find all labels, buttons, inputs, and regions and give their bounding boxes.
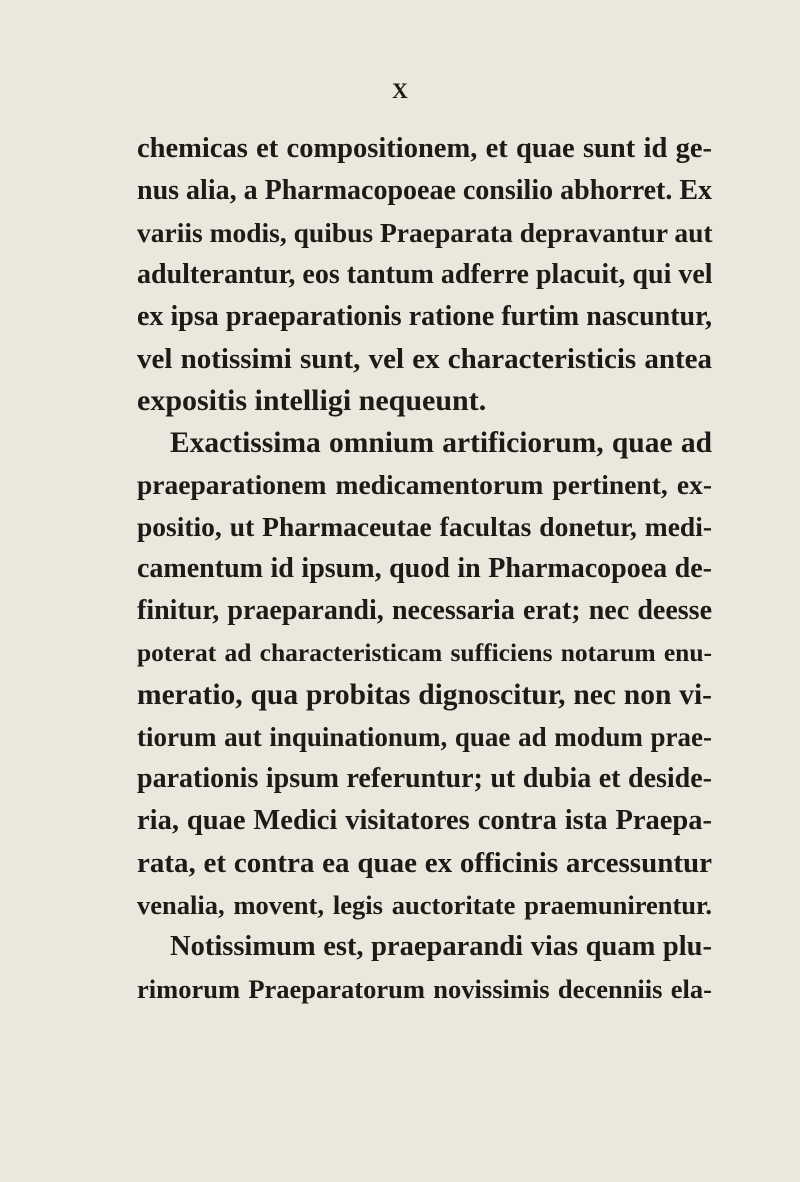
text-line: positio, ut Pharmaceutae facultas donetur, medi- [137,511,712,542]
text-line: rata, et contra ea quae ex officinis arcessuntur [137,847,712,879]
text-line: vel notissimi sunt, vel ex characteristicis antea [137,343,712,375]
text-line: adulterantur, eos tantum adferre placuit, qui vel [137,259,713,290]
text-line: meratio, qua probitas dignoscitur, nec non vi- [137,679,712,711]
text-line: ex ipsa praeparationis ratione furtim nascuntur, [137,301,712,332]
page-number: X [392,78,408,103]
text-line: expositis intelligi nequeunt. [137,384,487,417]
text-line: Exactissima omnium artificiorum, quae ad [170,427,712,459]
text-line: venalia, movent, legis auctoritate praemunirentur. [137,890,712,920]
text-line: tiorum aut inquinationum, quae ad modum prae- [137,722,712,752]
text-line: Notissimum est, praeparandi vias quam plu- [170,931,712,962]
text-line: finitur, praeparandi, necessaria erat; nec deesse [137,595,712,626]
text-line: chemicas et compositionem, et quae sunt id ge- [137,133,712,164]
text-line: variis modis, quibus Praeparata depravantur aut [137,217,713,248]
text-line: rimorum Praeparatorum novissimis decenniis ela- [137,974,712,1004]
text-line: poterat ad characteristicam sufficiens notarum enu- [137,638,712,667]
text-line: ria, quae Medici visitatores contra ista Praepa- [137,805,712,836]
text-line: camentum id ipsum, quod in Pharmacopoea de- [137,553,712,584]
text-line: parationis ipsum referuntur; ut dubia et deside- [137,763,712,794]
text-line: nus alia, a Pharmacopoeae consilio abhorret. Ex [137,175,713,206]
page-text [137,128,712,1010]
text-line: praeparationem medicamentorum pertinent, ex- [137,469,712,500]
